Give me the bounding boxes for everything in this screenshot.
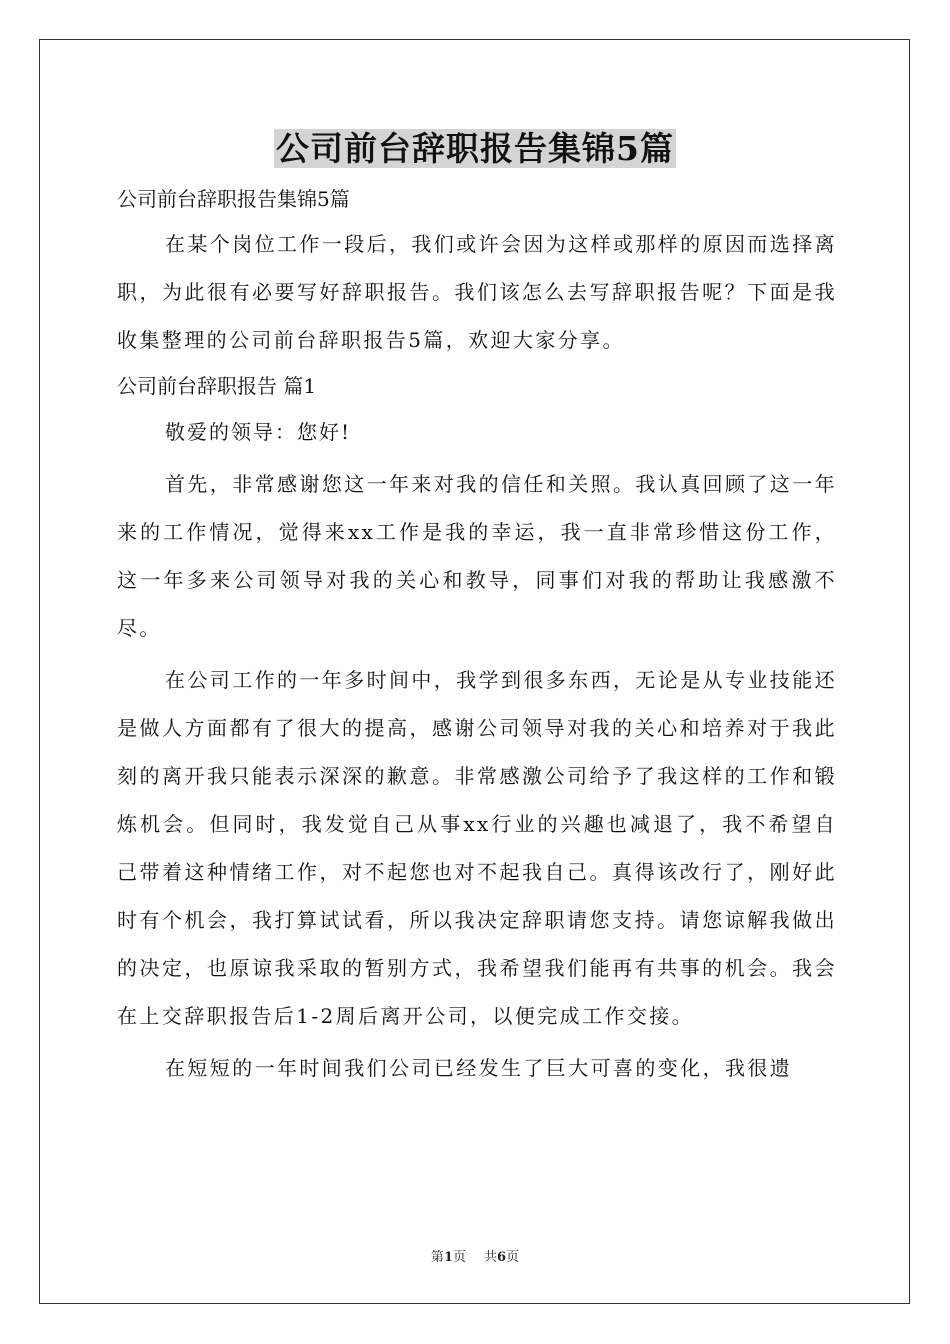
document-subtitle: 公司前台辞职报告集锦5篇 (117, 187, 350, 211)
body-paragraph: 在短短的一年时间我们公司已经发生了巨大可喜的变化，我很遗 (165, 1056, 793, 1080)
document-title-text: 公司前台辞职报告集锦5篇 (276, 129, 674, 168)
document-title (0, 124, 950, 174)
document-body (117, 179, 837, 1092)
total-prefix: 共 (484, 1250, 498, 1265)
salutation: 敬爱的领导：您好! (165, 420, 352, 444)
body-paragraph: 首先，非常感谢您这一年来对我的信任和关照。我认真回顾了这一年来的工作情况，觉得来xx工作是我的幸运，我一直非常珍惜这份工作，这一年多来公司领导对我的关心和教导，同事们对我的帮助让我感激不尽。 (117, 472, 837, 640)
page-current: 1 (443, 1250, 453, 1265)
total-suffix: 页 (506, 1250, 520, 1265)
page-total: 6 (497, 1250, 507, 1265)
page-prefix: 第 (430, 1250, 444, 1265)
body-paragraph: 在公司工作的一年多时间中，我学到很多东西，无论是从专业技能还是做人方面都有了很大的提高，感谢公司领导对我的关心和培养对于我此刻的离开我只能表示深深的歉意。非常感激公司给予了我这样的工作和锻炼机会。但同时，我发觉自己从事xx行业的兴趣也减退了，我不希望自己带着这种情绪工作，对不起您也对不起我自己。真得该改行了，刚好此时有个机会，我打算试试看，所以我决定辞职请您支持。请您谅解我做出的决定，也原谅我采取的暂别方式，我希望我们能再有共事的机会。我会在上交辞职报告后1-2周后离开公司，以便完成工作交接。 (117, 668, 837, 1028)
section-heading: 公司前台辞职报告 篇1 (117, 374, 317, 398)
page-footer (0, 1246, 950, 1265)
intro-paragraph: 在某个岗位工作一段后，我们或许会因为这样或那样的原因而选择离职，为此很有必要写好辞职报告。我们该怎么去写辞职报告呢？下面是我收集整理的公司前台辞职报告5篇，欢迎大家分享。 (117, 232, 837, 352)
page-suffix: 页 (452, 1250, 466, 1265)
